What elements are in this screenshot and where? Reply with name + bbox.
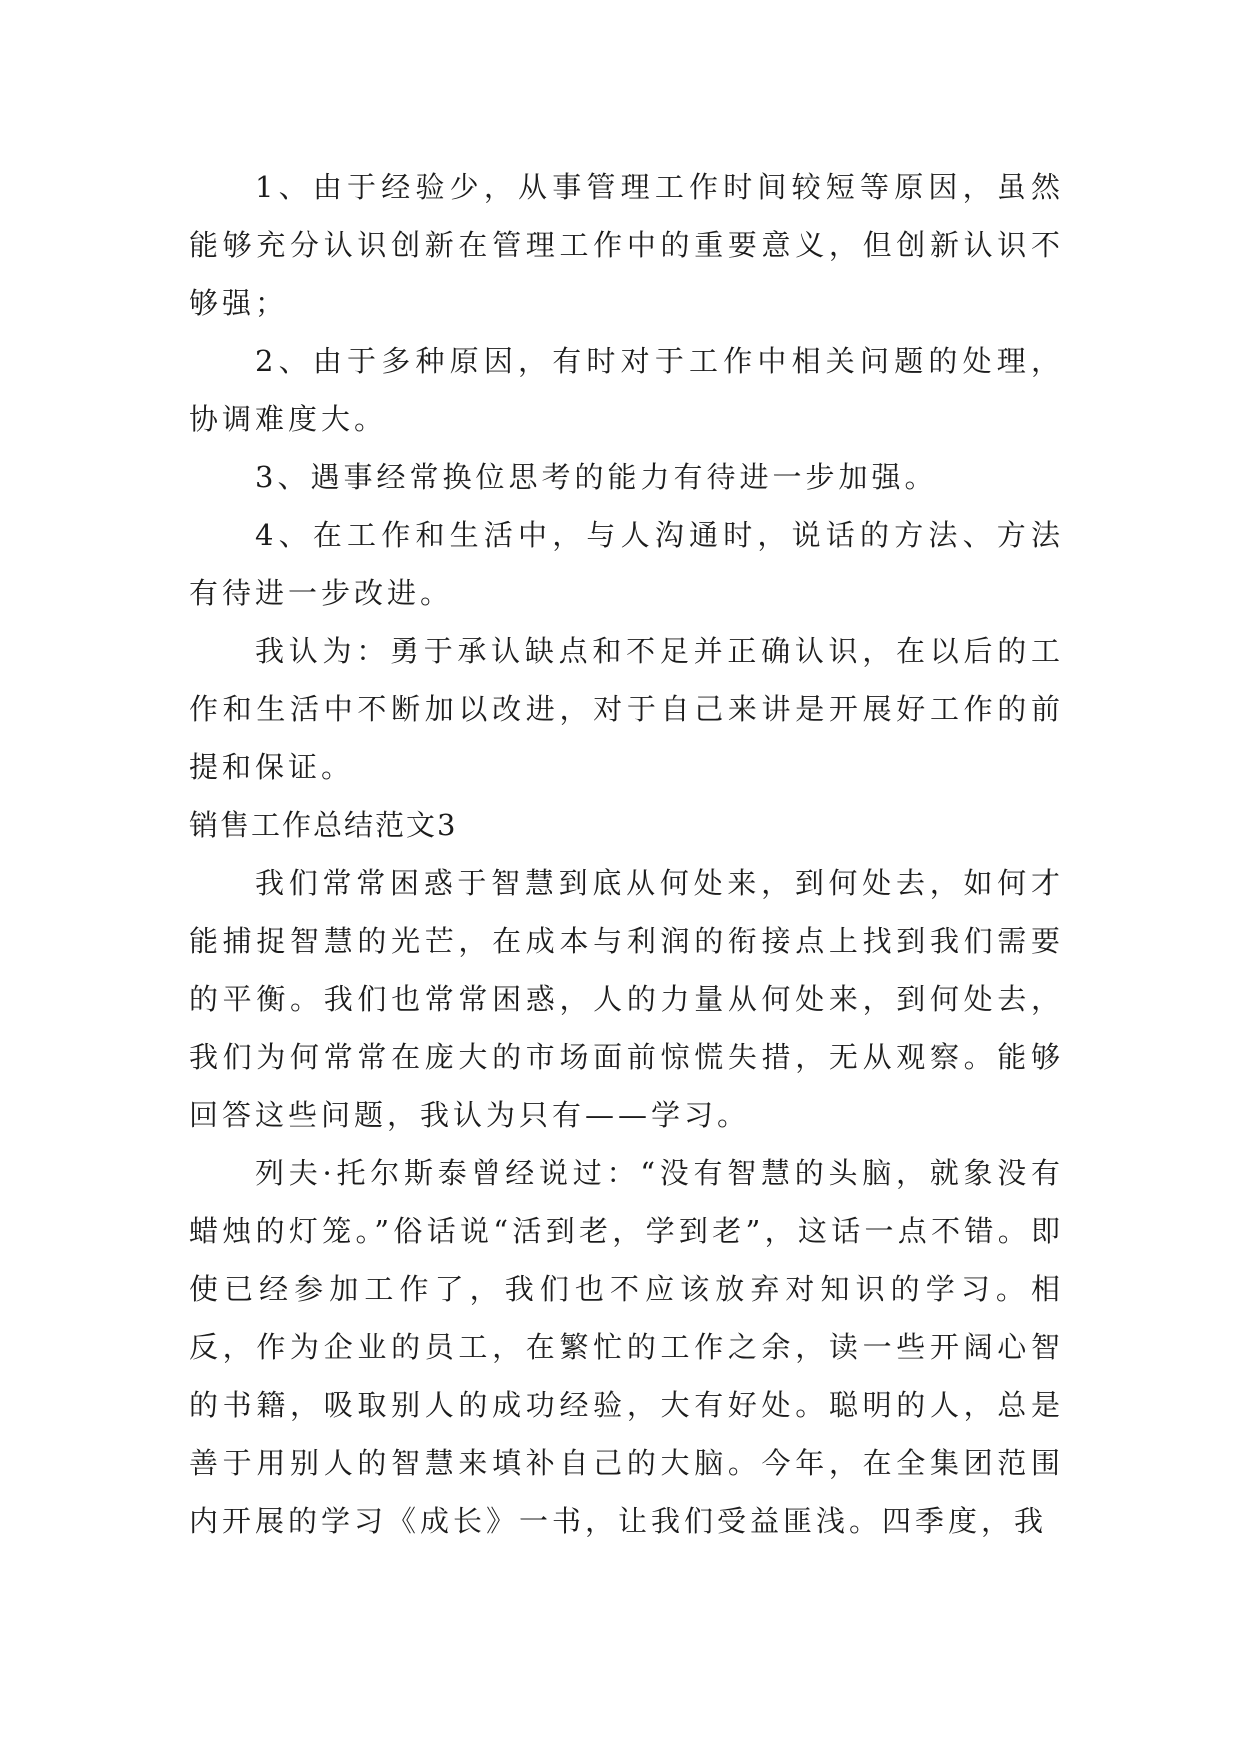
paragraph-item-3: 3、遇事经常换位思考的能力有待进一步加强。 (255, 460, 938, 494)
paragraph-item-2: 2、由于多种原因，有时对于工作中相关问题的处理，协调难度大。 (189, 344, 1064, 436)
paragraph-item-1: 1、由于经验少，从事管理工作时间较短等原因，虽然能够充分认识创新在管理工作中的重要意义，但创新认识不够强； (189, 170, 1064, 320)
paragraph-item-4: 4、在工作和生活中，与人沟通时，说话的方法、方法有待进一步改进。 (189, 518, 1064, 610)
paragraph-tolstoy-quote: 列夫·托尔斯泰曾经说过：“没有智慧的头脑，就象没有蜡烛的灯笼。”俗话说“活到老，学到老”，这话一点不错。即使已经参加工作了，我们也不应该放弃对知识的学习。相反，作为企业的员工，在繁忙的工作之余，读一些开阔心智的书籍，吸取别人的成功经验，大有好处。聪明的人，总是善于用别人的智慧来填补自己的大脑。今年，在全集团范围内开展的学习《成长》一书，让我们受益匪浅。四季度，我 (189, 1156, 1064, 1538)
paragraph-learning-intro: 我们常常困惑于智慧到底从何处来，到何处去，如何才能捕捉智慧的光芒，在成本与利润的衔接点上找到我们需要的平衡。我们也常常困惑，人的力量从何处来，到何处去，我们为何常常在庞大的市场面前惊慌失措，无从观察。能够回答这些问题，我认为只有——学习。 (189, 866, 1064, 1132)
section-heading: 销售工作总结范文3 (189, 808, 458, 842)
document-body (189, 158, 1064, 1550)
paragraph-conclusion: 我认为：勇于承认缺点和不足并正确认识，在以后的工作和生活中不断加以改进，对于自己来讲是开展好工作的前提和保证。 (189, 634, 1064, 784)
